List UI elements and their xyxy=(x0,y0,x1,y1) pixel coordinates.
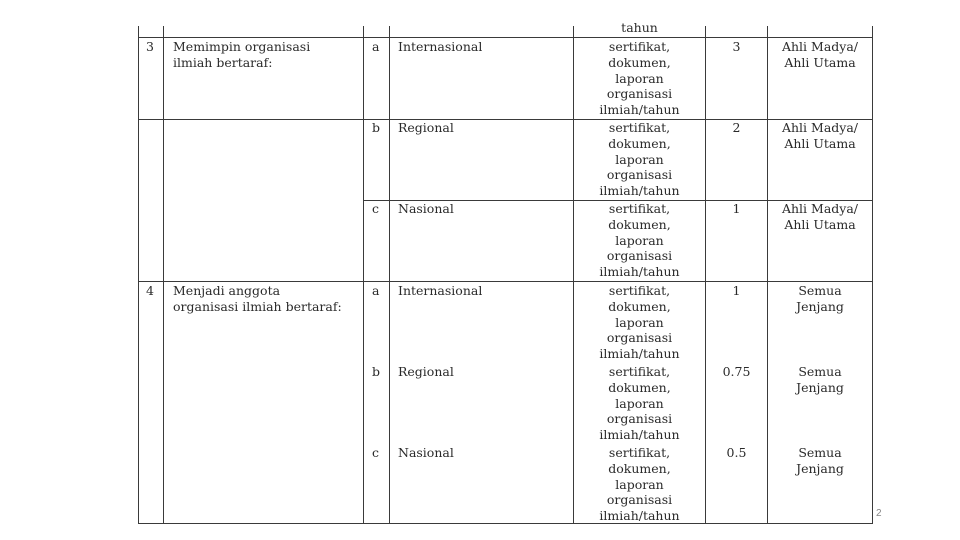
grade-level: Ahli Madya/ Ahli Utama xyxy=(781,201,859,232)
page-number: 2 xyxy=(876,508,882,519)
column-divider-no xyxy=(163,26,164,524)
credit-value: 3 xyxy=(732,39,741,54)
row-divider xyxy=(138,37,873,38)
sub-letter: a xyxy=(372,283,380,298)
level-label: Internasional xyxy=(398,39,483,54)
grade-level: Semua Jenjang xyxy=(796,364,844,395)
sub-letter: c xyxy=(372,445,380,460)
evidence-text: sertifikat, dokumen, laporan organisasi ilmiah/tahun xyxy=(599,39,680,118)
table-border-bottom xyxy=(138,523,873,524)
grade-level: Semua Jenjang xyxy=(796,445,844,476)
row-number: 4 xyxy=(146,283,154,298)
grade-level: Semua Jenjang xyxy=(796,283,844,314)
evidence-text: sertifikat, dokumen, laporan organisasi ilmiah/tahun xyxy=(599,120,680,199)
level-label: Nasional xyxy=(398,445,454,460)
sub-letter: b xyxy=(372,364,381,379)
sub-letter: c xyxy=(372,201,380,216)
grade-level: Ahli Madya/ Ahli Utama xyxy=(781,39,859,70)
table-border-right xyxy=(872,26,873,524)
evidence-text: sertifikat, dokumen, laporan organisasi ilmiah/tahun xyxy=(599,201,680,280)
row-number: 3 xyxy=(146,39,154,54)
continued-evidence-fragment: tahun xyxy=(621,20,658,35)
grade-level: Ahli Madya/ Ahli Utama xyxy=(781,120,859,151)
column-divider-activity xyxy=(363,26,364,524)
column-divider-letter xyxy=(389,26,390,524)
row-divider xyxy=(138,281,873,282)
credit-value: 0.5 xyxy=(726,445,747,460)
activity-description: Memimpin organisasi ilmiah bertaraf: xyxy=(173,39,311,70)
credit-value: 0.75 xyxy=(722,364,751,379)
evidence-text: sertifikat, dokumen, laporan organisasi ilmiah/tahun xyxy=(599,283,680,362)
level-label: Nasional xyxy=(398,201,454,216)
sub-letter: b xyxy=(372,120,381,135)
evidence-text: sertifikat, dokumen, laporan organisasi ilmiah/tahun xyxy=(599,445,680,524)
credit-value: 1 xyxy=(732,201,741,216)
sub-letter: a xyxy=(372,39,380,54)
credit-value: 2 xyxy=(732,120,741,135)
evidence-text: sertifikat, dokumen, laporan organisasi ilmiah/tahun xyxy=(599,364,680,443)
level-label: Internasional xyxy=(398,283,483,298)
activity-description: Menjadi anggota organisasi ilmiah bertaraf: xyxy=(173,283,342,314)
level-label: Regional xyxy=(398,364,454,379)
credit-value: 1 xyxy=(732,283,741,298)
table-border-left xyxy=(138,26,139,524)
level-label: Regional xyxy=(398,120,454,135)
